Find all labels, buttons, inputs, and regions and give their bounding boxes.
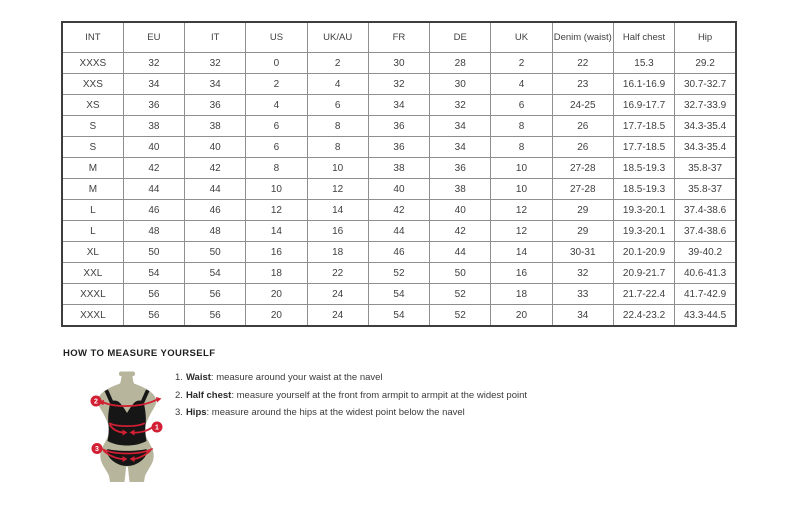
size-table-header-row <box>62 22 736 53</box>
size-cell: 52 <box>430 305 491 327</box>
size-cell: 34 <box>430 137 491 158</box>
size-cell: 30-31 <box>552 242 613 263</box>
marker-hips-number: 3 <box>95 446 99 454</box>
size-cell: 33 <box>552 284 613 305</box>
size-cell: 32 <box>430 95 491 116</box>
size-cell: 26 <box>552 116 613 137</box>
size-cell: 56 <box>123 284 184 305</box>
size-cell: 27-28 <box>552 158 613 179</box>
size-cell: 34 <box>430 116 491 137</box>
size-cell: 6 <box>491 95 552 116</box>
table-row <box>62 74 736 95</box>
size-cell: 56 <box>185 305 246 327</box>
size-cell: 42 <box>123 158 184 179</box>
size-cell: 34 <box>123 74 184 95</box>
size-cell: 54 <box>123 263 184 284</box>
size-cell: 6 <box>307 95 368 116</box>
size-cell: 4 <box>307 74 368 95</box>
size-cell: 35.8-37 <box>675 179 736 200</box>
column-header: Hip <box>675 22 736 53</box>
size-cell: 8 <box>491 116 552 137</box>
size-cell: 52 <box>430 284 491 305</box>
size-cell: 15.3 <box>613 53 674 74</box>
size-cell: 12 <box>491 200 552 221</box>
size-cell: 32.7-33.9 <box>675 95 736 116</box>
table-row <box>62 305 736 327</box>
size-cell: 56 <box>185 284 246 305</box>
size-cell: 44 <box>185 179 246 200</box>
size-cell: 8 <box>307 116 368 137</box>
table-row <box>62 242 736 263</box>
size-cell: 44 <box>368 221 429 242</box>
size-cell: 37.4-38.6 <box>675 200 736 221</box>
size-cell: 8 <box>307 137 368 158</box>
size-cell: 32 <box>123 53 184 74</box>
size-cell: 14 <box>246 221 307 242</box>
size-cell: 19.3-20.1 <box>613 200 674 221</box>
size-cell: 52 <box>368 263 429 284</box>
size-cell: XL <box>62 242 123 263</box>
measure-step-hips <box>175 408 565 418</box>
size-table-body <box>62 53 736 327</box>
size-cell: 42 <box>430 221 491 242</box>
column-header: DE <box>430 22 491 53</box>
size-cell: 23 <box>552 74 613 95</box>
size-cell: 34.3-35.4 <box>675 116 736 137</box>
size-cell: 43.3-44.5 <box>675 305 736 327</box>
table-row <box>62 137 736 158</box>
marker-waist-number: 1 <box>155 424 159 432</box>
step-label: Hips <box>185 407 207 418</box>
size-cell: 18.5-19.3 <box>613 158 674 179</box>
size-cell: 4 <box>491 74 552 95</box>
size-cell: 50 <box>430 263 491 284</box>
size-cell: 8 <box>246 158 307 179</box>
size-cell: S <box>62 116 123 137</box>
size-cell: 17.7-18.5 <box>613 137 674 158</box>
column-header: IT <box>185 22 246 53</box>
table-row <box>62 158 736 179</box>
column-header: UK <box>491 22 552 53</box>
size-cell: 18.5-19.3 <box>613 179 674 200</box>
size-cell: 20 <box>246 284 307 305</box>
table-row <box>62 221 736 242</box>
size-cell: 17.7-18.5 <box>613 116 674 137</box>
size-cell: 36 <box>368 137 429 158</box>
marker-waist <box>152 422 163 433</box>
size-cell: 22 <box>552 53 613 74</box>
size-cell: 34 <box>552 305 613 327</box>
size-cell: 20.1-20.9 <box>613 242 674 263</box>
measure-heading: HOW TO MEASURE YOURSELF <box>63 348 216 359</box>
table-row <box>62 200 736 221</box>
column-header: INT <box>62 22 123 53</box>
table-row <box>62 179 736 200</box>
size-cell: 30 <box>368 53 429 74</box>
size-cell: 50 <box>123 242 184 263</box>
size-cell: 14 <box>491 242 552 263</box>
size-cell: 32 <box>185 53 246 74</box>
size-cell: XXS <box>62 74 123 95</box>
size-cell: XXXL <box>62 284 123 305</box>
size-cell: 2 <box>307 53 368 74</box>
size-cell: 18 <box>307 242 368 263</box>
size-cell: 16 <box>246 242 307 263</box>
size-cell: 20.9-21.7 <box>613 263 674 284</box>
marker-chest <box>91 396 102 407</box>
step-number: 2. <box>175 389 183 401</box>
size-cell: 21.7-22.4 <box>613 284 674 305</box>
size-cell: 42 <box>185 158 246 179</box>
size-cell: 4 <box>246 95 307 116</box>
size-cell: 38 <box>368 158 429 179</box>
size-cell: 40.6-41.3 <box>675 263 736 284</box>
measure-step-half-chest <box>175 391 565 401</box>
size-cell: 27-28 <box>552 179 613 200</box>
step-number: 1. <box>175 372 183 383</box>
size-cell: 12 <box>307 179 368 200</box>
size-cell: 24 <box>307 305 368 327</box>
size-table-head <box>62 22 736 53</box>
step-text: : measure around your waist at the navel <box>210 372 383 383</box>
size-cell: 39-40.2 <box>675 242 736 263</box>
size-cell: 2 <box>491 53 552 74</box>
column-header: Denim (waist) <box>552 22 613 53</box>
marker-hips <box>92 443 103 454</box>
size-cell: 26 <box>552 137 613 158</box>
size-cell: L <box>62 200 123 221</box>
size-cell: 30.7-32.7 <box>675 74 736 95</box>
size-cell: 16.9-17.7 <box>613 95 674 116</box>
size-cell: 29 <box>552 221 613 242</box>
measurement-figure <box>84 370 180 488</box>
size-cell: 36 <box>368 116 429 137</box>
size-cell: 40 <box>123 137 184 158</box>
size-cell: 0 <box>246 53 307 74</box>
size-cell: 29.2 <box>675 53 736 74</box>
measure-steps <box>175 373 565 426</box>
size-cell: 16 <box>307 221 368 242</box>
size-cell: 24-25 <box>552 95 613 116</box>
size-cell: 6 <box>246 137 307 158</box>
size-cell: 2 <box>246 74 307 95</box>
size-cell: 22.4-23.2 <box>613 305 674 327</box>
size-cell: 20 <box>246 305 307 327</box>
size-cell: 30 <box>430 74 491 95</box>
table-row <box>62 263 736 284</box>
size-cell: M <box>62 179 123 200</box>
size-cell: 44 <box>430 242 491 263</box>
size-cell: 48 <box>123 221 184 242</box>
size-cell: 32 <box>368 74 429 95</box>
table-row <box>62 116 736 137</box>
size-cell: 46 <box>368 242 429 263</box>
size-cell: 6 <box>246 116 307 137</box>
size-cell: 40 <box>368 179 429 200</box>
step-label: Waist <box>185 372 211 383</box>
size-cell: 34 <box>185 74 246 95</box>
column-header: FR <box>368 22 429 53</box>
size-cell: 10 <box>246 179 307 200</box>
measure-step-waist <box>175 373 565 383</box>
step-number: 3. <box>175 407 183 418</box>
size-cell: 46 <box>123 200 184 221</box>
size-cell: 36 <box>185 95 246 116</box>
size-cell: L <box>62 221 123 242</box>
table-row <box>62 53 736 74</box>
column-header: US <box>246 22 307 53</box>
size-cell: 34.3-35.4 <box>675 137 736 158</box>
size-cell: 18 <box>246 263 307 284</box>
size-cell: 48 <box>185 221 246 242</box>
size-cell: 35.8-37 <box>675 158 736 179</box>
size-cell: 32 <box>552 263 613 284</box>
size-cell: XXXS <box>62 53 123 74</box>
size-cell: 36 <box>123 95 184 116</box>
size-cell: 16 <box>491 263 552 284</box>
column-header: Half chest <box>613 22 674 53</box>
size-cell: 42 <box>368 200 429 221</box>
size-cell: 50 <box>185 242 246 263</box>
size-cell: 38 <box>123 116 184 137</box>
step-text: : measure yourself at the front from armpit to armpit at the widest point <box>231 389 528 401</box>
size-cell: 24 <box>307 284 368 305</box>
size-cell: 12 <box>491 221 552 242</box>
table-row <box>62 95 736 116</box>
size-cell: 54 <box>185 263 246 284</box>
mannequin-illustration <box>84 370 180 488</box>
size-cell: 28 <box>430 53 491 74</box>
size-cell: 10 <box>491 158 552 179</box>
size-cell: 20 <box>491 305 552 327</box>
marker-chest-number: 2 <box>94 398 98 406</box>
size-cell: 46 <box>185 200 246 221</box>
size-cell: 22 <box>307 263 368 284</box>
size-cell: 34 <box>368 95 429 116</box>
size-cell: XXL <box>62 263 123 284</box>
size-cell: 10 <box>491 179 552 200</box>
size-chart-table <box>61 21 737 327</box>
size-cell: 29 <box>552 200 613 221</box>
table-row <box>62 284 736 305</box>
size-cell: 10 <box>307 158 368 179</box>
size-cell: 54 <box>368 284 429 305</box>
size-cell: 12 <box>246 200 307 221</box>
size-cell: 40 <box>430 200 491 221</box>
size-cell: 38 <box>185 116 246 137</box>
column-header: EU <box>123 22 184 53</box>
size-cell: 14 <box>307 200 368 221</box>
size-cell: 40 <box>185 137 246 158</box>
size-cell: 56 <box>123 305 184 327</box>
size-cell: 54 <box>368 305 429 327</box>
size-cell: S <box>62 137 123 158</box>
size-cell: 36 <box>430 158 491 179</box>
size-cell: M <box>62 158 123 179</box>
size-cell: 41.7-42.9 <box>675 284 736 305</box>
size-cell: 8 <box>491 137 552 158</box>
step-text: : measure around the hips at the widest point below the navel <box>206 407 465 418</box>
size-cell: XS <box>62 95 123 116</box>
column-header: UK/AU <box>307 22 368 53</box>
size-cell: 37.4-38.6 <box>675 221 736 242</box>
step-label: Half chest <box>185 389 232 401</box>
size-cell: 44 <box>123 179 184 200</box>
size-cell: 19.3-20.1 <box>613 221 674 242</box>
size-cell: 18 <box>491 284 552 305</box>
size-cell: XXXL <box>62 305 123 327</box>
size-cell: 16.1-16.9 <box>613 74 674 95</box>
size-cell: 38 <box>430 179 491 200</box>
